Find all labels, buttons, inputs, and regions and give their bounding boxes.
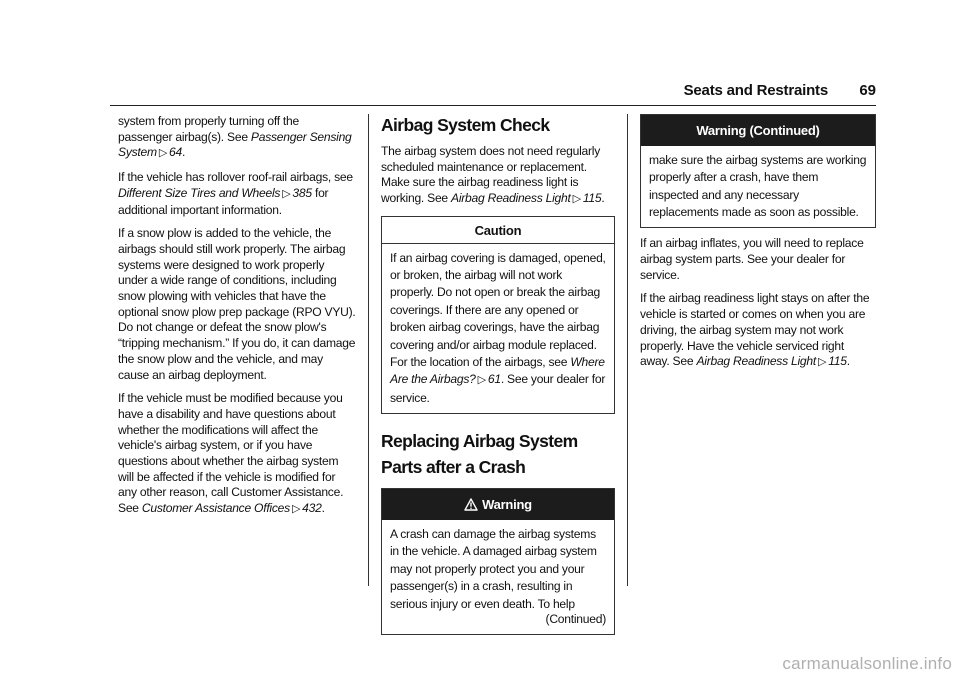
paragraph: The airbag system does not need regularly scheduled maintenance or replacement. Make sure the airbag readiness light is working. See Airbag Readiness Light ▷ 115. (381, 144, 615, 208)
column-divider (627, 114, 628, 586)
warning-box (381, 488, 615, 635)
page-reference-link[interactable]: 115 (828, 354, 847, 369)
column-divider (368, 114, 369, 586)
section-heading: Replacing Airbag System Parts after a Crash (381, 431, 578, 478)
warning-continued-body: make sure the airbag systems are working properly after a crash, have them inspected and any necessary replacements made as soon as possible. (649, 152, 867, 219)
column-middle (381, 114, 615, 643)
warning-continued-title: Warning (Continued) (641, 115, 875, 146)
watermark: carmanualsonline.info (782, 654, 952, 673)
cross-reference-link[interactable]: Passenger Sensing System (118, 129, 352, 160)
paragraph: If the vehicle has rollover roof-rail airbags, see Different Size Tires and Wheels ▷ 385 for additional important information. (118, 170, 353, 217)
cross-reference-link[interactable]: Airbag Readiness Light (451, 191, 571, 206)
column-left (118, 114, 356, 526)
page-reference-arrow-icon: ▷ (818, 356, 827, 369)
section-heading: Airbag System Check (381, 115, 550, 135)
page-header (110, 82, 876, 108)
cross-reference-link[interactable]: Where Are the Airbags? (390, 354, 605, 387)
warning-triangle-icon (464, 498, 478, 511)
warning-title: Warning (482, 497, 532, 513)
warning-continued-box (640, 114, 876, 228)
page-reference-arrow-icon: ▷ (282, 187, 291, 200)
paragraph: If an airbag inflates, you will need to replace airbag system parts. See your dealer for service. (640, 236, 864, 282)
page-number: 69 (859, 82, 876, 99)
header-rule (110, 105, 876, 106)
page-reference-arrow-icon: ▷ (477, 374, 486, 387)
continued-label: (Continued) (545, 611, 606, 626)
cross-reference-link[interactable]: Airbag Readiness Light (696, 354, 816, 369)
warning-header (382, 489, 614, 520)
page-reference-arrow-icon: ▷ (158, 147, 168, 160)
paragraph: system from properly turning off the passenger airbag(s). See Passenger Sensing System ▷ 64. (118, 114, 356, 162)
section-title: Seats and Restraints (683, 82, 828, 99)
cross-reference-link[interactable]: Different Size Tires and Wheels (118, 185, 281, 200)
paragraph: If the airbag readiness light stays on after the vehicle is started or comes on when you are driving, the airbag system may not work properly. Have the vehicle serviced right away. See Airbag Readiness Light ▷ 115. (640, 291, 876, 371)
page-reference-link[interactable]: 432 (302, 501, 322, 516)
page-reference-link[interactable]: 61 (487, 372, 501, 387)
paragraph: If the vehicle must be modified because you have a disability and have questions about whether the modifications will affect the vehicle's airbag system, or if you have questions about whether the airbag system will be affected if the vehicle is modified for any other reason, call Customer Assistance. See Customer Assistance Offices ▷ 432. (118, 391, 356, 518)
caution-box (381, 216, 615, 414)
page-reference-arrow-icon: ▷ (572, 193, 581, 206)
caution-title: Caution (382, 217, 614, 244)
cross-reference-link[interactable]: Customer Assistance Offices (141, 501, 290, 516)
warning-body: A crash can damage the airbag systems in the vehicle. A damaged airbag system may not properly protect you and your passenger(s) in a crash, resulting in serious injury or even death. To help (Continued) (382, 520, 614, 634)
page-reference-link[interactable]: 115 (582, 191, 602, 206)
paragraph: If a snow plow is added to the vehicle, the airbags should still work properly. The airbag systems were designed to work properly under a wide range of conditions, including snow plowing with vehicles that have the optional snow plow prep package (RPO VYU). Do not change or defeat the snow plow's “tripping mechanism.” If you do, it can damage the snow plow and the vehicle, and may cause an airbag deployment. (118, 226, 356, 382)
column-right (640, 114, 876, 379)
caution-body: If an airbag covering is damaged, opened, or broken, the airbag will not work properly. Do not open or break the airbag coverings. If there are any opened or broken airbag coverings, have the airbag covering and/or airbag module replaced. For the location of the airbags, see Where Are the Airbags? ▷ 61. See your dealer for service. (390, 250, 606, 405)
page-reference-link[interactable]: 385 (292, 185, 312, 200)
page-reference-arrow-icon: ▷ (291, 503, 301, 516)
page-reference-link[interactable]: 64 (169, 145, 182, 160)
